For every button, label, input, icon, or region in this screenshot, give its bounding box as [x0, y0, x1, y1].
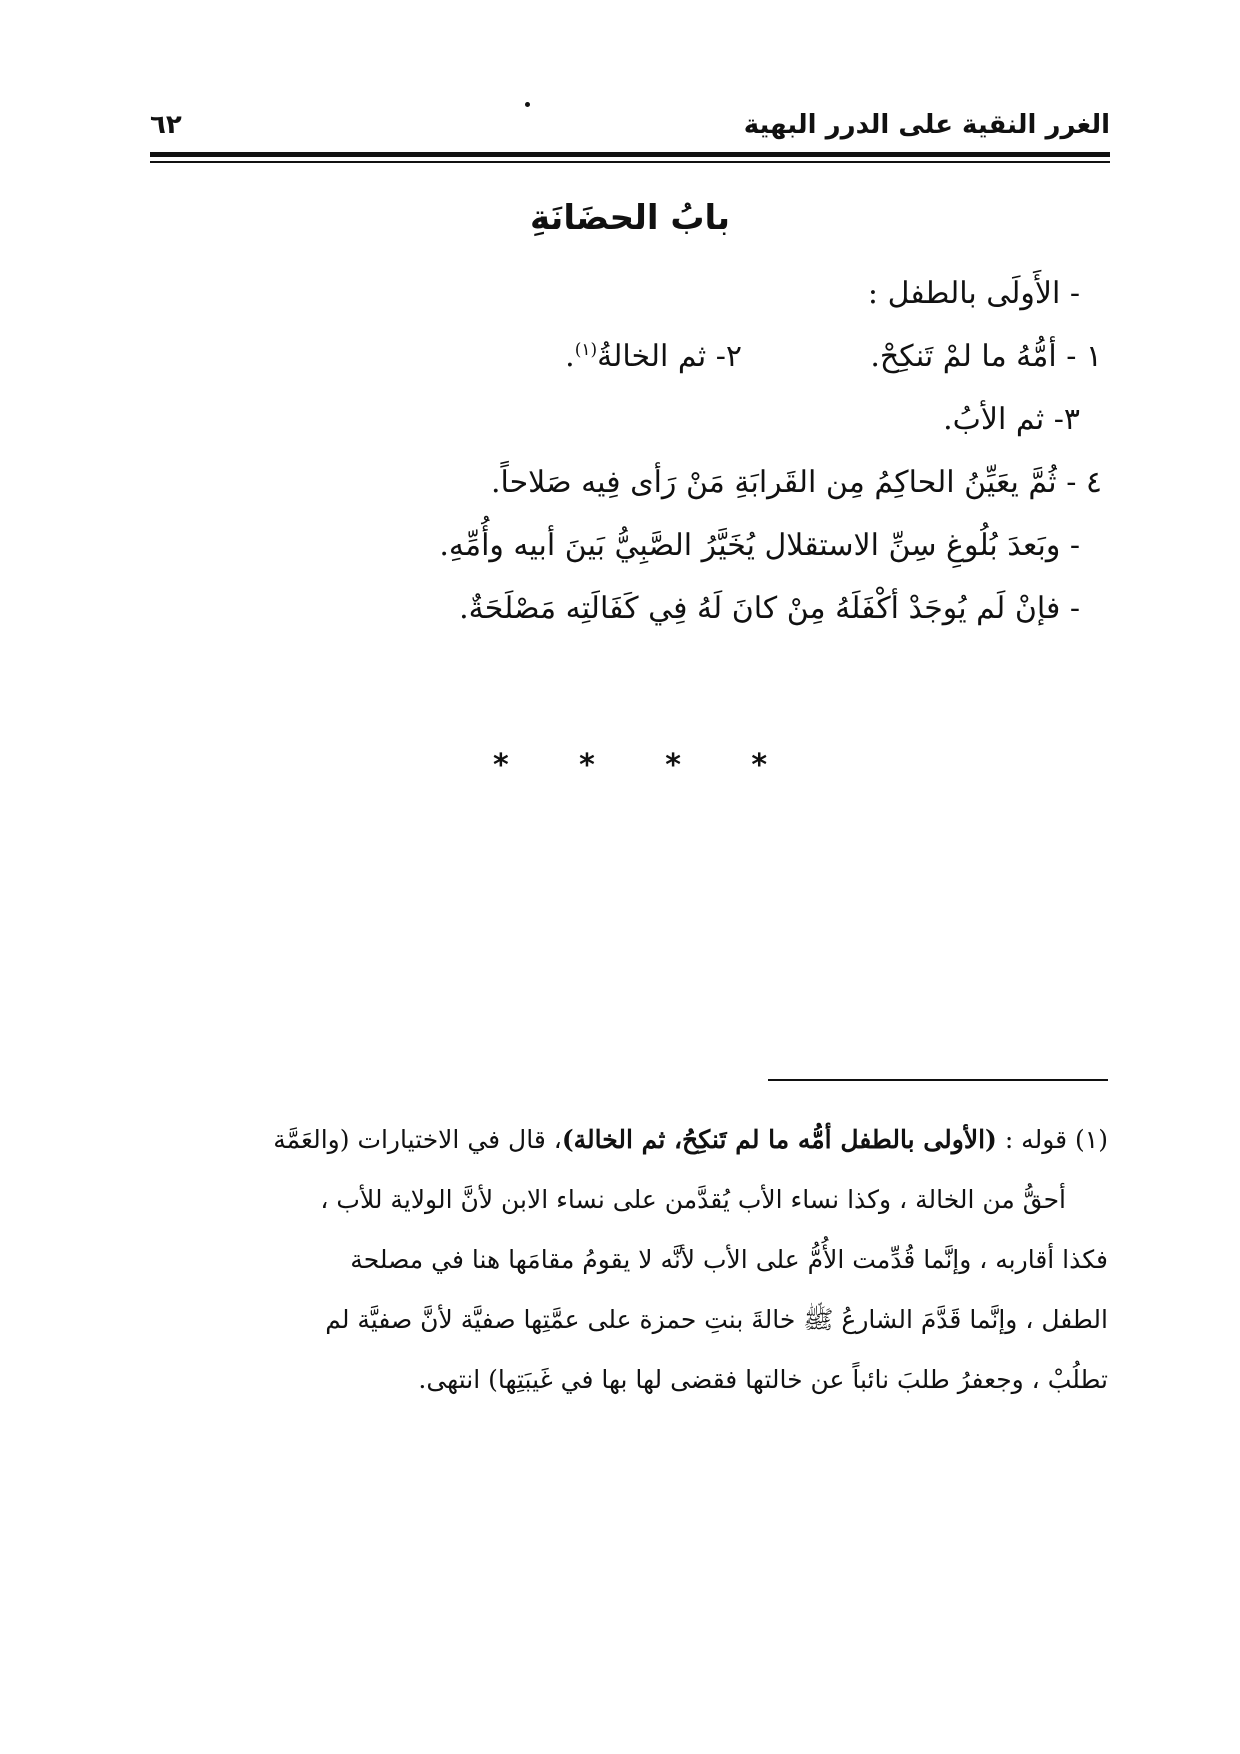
footnote-line-1-rest: ، قال في الاختيارات (والعَمَّة — [273, 1125, 562, 1154]
running-header-title: الغرر النقية على الدرر البهية — [743, 110, 1110, 140]
header-dot — [525, 102, 530, 107]
page-number: ٦٢ — [150, 110, 182, 140]
item-2-end: . — [565, 339, 575, 374]
running-header — [150, 104, 1110, 148]
footnote-rule — [768, 1079, 1108, 1081]
footnote-line-2: أحقُّ من الخالة ، وكذا نساء الأب يُقدَّمن على نساء الابن لأنَّ الولاية للأب ، — [320, 1185, 1066, 1214]
footnote-number: (١) — [1075, 1125, 1108, 1154]
chapter-title: بابُ الحضَانَةِ — [529, 198, 731, 238]
footnote-line-1 — [124, 1110, 1108, 1170]
footnotes — [124, 1110, 1108, 1410]
choice-line: - وبَعدَ بُلُوغِ سِنِّ الاستقلال يُخَيَّرُ الصَّبِيُّ بَينَ أبيه وأُمِّهِ. — [439, 528, 1080, 563]
main-text — [162, 262, 1102, 640]
footnote-quote: (الأولى بالطفل أمُّه ما لم تَنكِحُ، ثم الخالة) — [561, 1125, 997, 1154]
item-1: ١ - أمُّهُ ما لمْ تَنكِحْ. — [870, 339, 1102, 374]
items-1-2-line — [162, 325, 1102, 388]
footnote-line-3: فكذا أقاربه ، وإنَّما قُدِّمت الأُمُّ على الأب لأنَّه لا يقومُ مقامَها هنا في مصلحة — [350, 1245, 1108, 1274]
intro-line: - الأَولَى بالطفل : — [867, 276, 1080, 311]
footnote-line-4: الطفل ، وإنَّما قَدَّمَ الشارعُ ﷺ خالةَ بنتِ حمزة على عمَّتِها صفيَّة لأنَّ صفيَّة لم — [325, 1305, 1108, 1334]
item-2-text: ٢- ثم الخالةُ — [597, 339, 742, 374]
item-4: ٤ - ثُمَّ يعَيِّنُ الحاكِمُ مِن القَرابَةِ مَنْ رَأى فِيه صَلاحاً. — [490, 465, 1102, 500]
guardian-line: - فإنْ لَم يُوجَدْ أكْفَلَهُ مِنْ كانَ لَهُ فِي كَفَالَتِه مَصْلَحَةٌ. — [459, 591, 1080, 626]
footnote-line-5: تطلُبْ ، وجعفرُ طلبَ نائباً عن خالتها فقضى لها بها في غَيبَتِها) انتهى. — [418, 1365, 1108, 1394]
item-3: ٣- ثم الأبُ. — [943, 402, 1080, 437]
header-rule-thick — [150, 152, 1110, 157]
footnote-ref: (١) — [574, 340, 598, 360]
section-separator: * * * * — [492, 748, 798, 783]
item-2 — [565, 325, 742, 388]
footnote-lead: قوله : — [1004, 1125, 1068, 1154]
header-rule-thin — [150, 161, 1110, 163]
